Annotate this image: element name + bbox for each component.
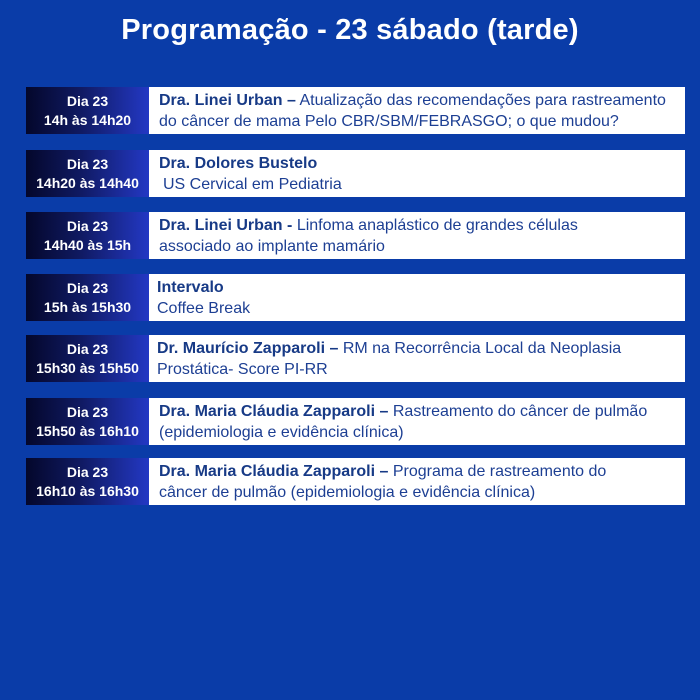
session-date-time bbox=[26, 335, 149, 382]
session-info bbox=[149, 150, 685, 197]
session-topic-part1: Rastreamento do câncer de pulmão bbox=[392, 402, 648, 420]
schedule-row bbox=[26, 87, 685, 134]
session-date-time bbox=[26, 274, 149, 321]
session-date-time bbox=[26, 87, 149, 134]
session-info bbox=[149, 212, 685, 259]
session-day: Dia 23 bbox=[66, 92, 109, 109]
session-topic-part2: associado ao implante mamário bbox=[159, 237, 385, 255]
session-time: 15h30 às 15h50 bbox=[36, 359, 139, 376]
session-line-1 bbox=[159, 153, 679, 174]
session-topic-part2: câncer de pulmão (epidemiologia e evidência clínica) bbox=[159, 483, 536, 501]
session-date-time bbox=[26, 150, 149, 197]
session-topic-part1: Linfoma anaplástico de grandes células bbox=[296, 216, 578, 234]
session-date-time bbox=[26, 212, 149, 259]
session-speaker: Dra. Linei Urban - bbox=[159, 216, 293, 234]
session-day: Dia 23 bbox=[66, 155, 109, 172]
session-topic-part1: Atualização das recomendações para rastreamento bbox=[299, 91, 666, 109]
session-date-time bbox=[26, 458, 149, 505]
session-date-time bbox=[26, 398, 149, 445]
session-speaker: Dra. Dolores Bustelo bbox=[159, 154, 318, 172]
session-speaker: Dr. Maurício Zapparoli – bbox=[157, 339, 339, 357]
session-topic-part2: do câncer de mama Pelo CBR/SBM/FEBRASGO; o que mudou? bbox=[159, 112, 619, 130]
session-line-1 bbox=[159, 215, 679, 236]
session-line-1 bbox=[157, 277, 679, 298]
session-info bbox=[149, 274, 685, 321]
session-line-1 bbox=[159, 401, 679, 422]
session-info bbox=[149, 398, 685, 445]
session-topic-part2: Coffee Break bbox=[157, 299, 251, 317]
session-day: Dia 23 bbox=[66, 217, 109, 234]
page-title: Programação - 23 sábado (tarde) bbox=[121, 14, 579, 46]
session-topic-part1: Programa de rastreamento do bbox=[392, 462, 607, 480]
session-topic-part2: US Cervical em Pediatria bbox=[163, 175, 342, 193]
session-topic-part1: RM na Recorrência Local da Neoplasia bbox=[342, 339, 622, 357]
session-time: 15h às 15h30 bbox=[43, 298, 132, 315]
schedule-row bbox=[26, 398, 685, 445]
session-speaker: Dra. Maria Cláudia Zapparoli – bbox=[159, 462, 389, 480]
session-speaker: Intervalo bbox=[157, 278, 224, 296]
schedule-row bbox=[26, 458, 685, 505]
session-time: 16h10 às 16h30 bbox=[36, 482, 139, 499]
session-time: 14h20 às 14h40 bbox=[36, 174, 139, 191]
session-line-1 bbox=[159, 90, 679, 111]
session-topic-part2: (epidemiologia e evidência clínica) bbox=[159, 423, 404, 441]
session-line-1 bbox=[157, 338, 679, 359]
schedule-row bbox=[26, 212, 685, 259]
session-day: Dia 23 bbox=[66, 340, 109, 357]
session-time: 14h40 às 15h bbox=[43, 236, 132, 253]
session-day: Dia 23 bbox=[66, 279, 109, 296]
session-speaker: Dra. Linei Urban – bbox=[159, 91, 296, 109]
session-time: 15h50 às 16h10 bbox=[36, 422, 139, 439]
schedule-row bbox=[26, 274, 685, 321]
session-info bbox=[149, 335, 685, 382]
session-day: Dia 23 bbox=[66, 463, 109, 480]
schedule-row bbox=[26, 335, 685, 382]
session-time: 14h às 14h20 bbox=[43, 111, 132, 128]
session-topic-part2: Prostática- Score PI-RR bbox=[157, 360, 328, 378]
session-line-1 bbox=[159, 461, 679, 482]
session-speaker: Dra. Maria Cláudia Zapparoli – bbox=[159, 402, 389, 420]
session-info bbox=[149, 458, 685, 505]
session-info bbox=[149, 87, 685, 134]
session-day: Dia 23 bbox=[66, 403, 109, 420]
schedule-row bbox=[26, 150, 685, 197]
